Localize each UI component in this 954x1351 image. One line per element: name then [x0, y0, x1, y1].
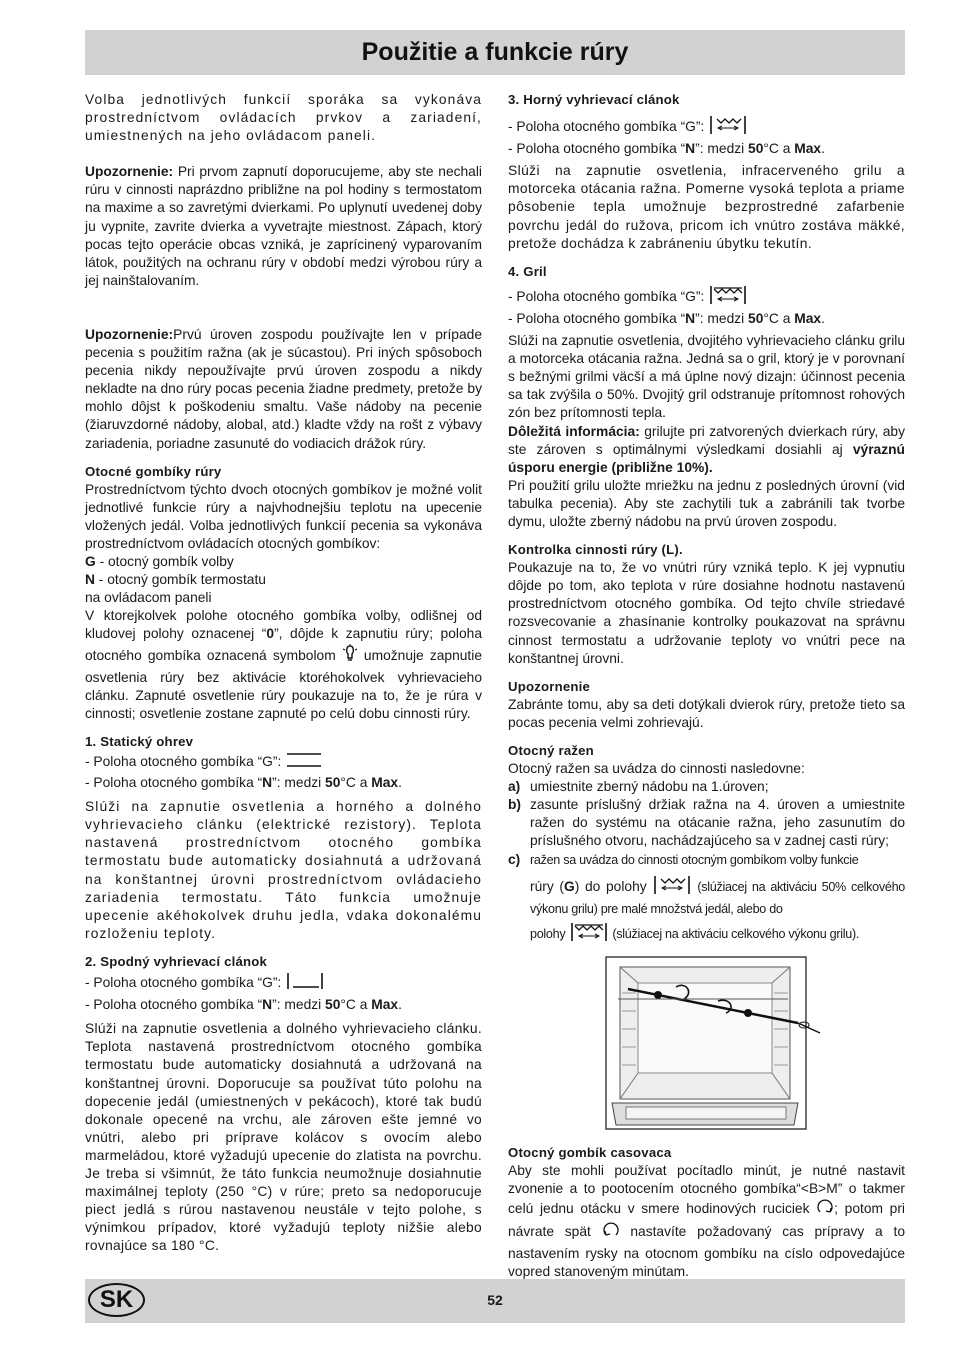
spit-heading: Otocný ražen: [508, 743, 594, 758]
top-heat-text: Slúži na zapnutie osvetlenia, infracerveného grilu a motorceka otácania ražna. Pomerne vysoká teplota a priame pôsobenie tepla umožnuje bezprostredné zafarbenie povrchu jedál do ružova, pricom ich vnútro zostáva mäkké, pretože dochádza k zabráneniu úbytku tekutín.: [508, 163, 905, 251]
child-warning-text: Zabránte tomu, aby sa deti dotýkali dvierok rúry, pretože tieto sa pocas pecenia velmi zohrievajú.: [508, 696, 905, 730]
n-position-text: ”: medzi: [272, 775, 326, 791]
country-badge: SK: [88, 1283, 145, 1317]
n-position-text: °C a: [340, 775, 372, 791]
n-position-text: ”: medzi: [272, 997, 326, 1013]
g-position-text: - Poloha otocného gombíka “G”:: [508, 289, 705, 305]
n-position-text: - Poloha otocného gombíka “: [508, 141, 686, 157]
list-key: a): [508, 779, 521, 795]
temp-max: Max: [371, 997, 399, 1013]
top-heat-spit-icon: [652, 875, 692, 900]
n-position-text: - Poloha otocného gombíka “: [85, 775, 263, 791]
list-item: [508, 796, 905, 850]
n-position-text: ”: medzi: [695, 141, 749, 157]
warning-label: Upozornenie:: [85, 326, 174, 342]
spit-c-text: polohy: [530, 927, 566, 942]
grill-n-line: - Poloha otocného gombíka “N”: medzi 50°C a Max.: [508, 310, 825, 326]
list-key: c): [508, 851, 521, 867]
bottom-heat-heading: 2. Spodný vyhrievací clánok: [85, 953, 268, 969]
static-heat-icon: [285, 751, 323, 774]
g-text: - otocný gombík volby: [95, 554, 234, 570]
spit-c-text: ) do polohy: [574, 878, 647, 894]
warning-text: Pri prvom zapnutí doporucujeme, aby ste nechali rúru v cinnosti naprázdno približne na pol hodiny s termostatom na maxime a so zavretými dvierkami. Po uplynutí uvedenej doby ju vypnite, zavrite dvierka a vyvetrajte miestnost. Zápach, ktorý pocas tejto operácie obcas vzniká, je zaprícinený vyparovaním látok, použitých na ochranu rúry v období medzi výrobou rúry a jej nainštalovaním.: [85, 164, 482, 288]
warning-paragraph-1: [85, 163, 482, 290]
important-bold: výraznú úsporu energie (približne 10%).: [508, 441, 905, 475]
warning-paragraph-2: [85, 326, 482, 453]
spit-c-text: rúry (: [530, 878, 565, 894]
temp-max: Max: [794, 310, 822, 326]
static-heat-heading: 1. Statický ohrev: [85, 733, 194, 749]
spit-c-line-3: [530, 922, 905, 947]
n-text: - otocný gombík termostatu: [94, 572, 266, 588]
g-letter: G: [564, 878, 575, 894]
double-grill-spit-icon: [708, 285, 748, 310]
bottom-heat-text: Slúži na zapnutie osvetlenia a dolného vyhrievacieho clánku. Teplota nastavená prostredníctvom otocného gombíka termostatu bude automaticky dosiahnutá a udržovaná na konštantnej úrovni. Doporucuje sa používat túto polohu na dopecenie jedál (umiestnených v pekácoch), ktoré tak budú dokonale opecené na vrchu, ale zároven ešte jemné vo vnútri, alebo pri príprave kolácov s ovocím alebo marmeládou, ktoré vyžadujú upecenie do zlatista na povrchu. Je treba si všimnút, že táto funkcia neumožnuje dosiahnutie maximálnej teploty (250 °C) v rúre; preto sa nedoporucuje piect jedlá s rúrou nastavenou neustále v tejto polohe, s výnimkou prípadov, ktoré vyžadujú teploty nižšie alebo rovnajúce sa 180 °C.: [85, 1021, 482, 1254]
counterclockwise-arrow-icon: [602, 1221, 620, 1244]
list-text: zasunte príslušný držiak ražna na 4. úroven a umiestnite ražen do systému na otácanie ražna, jeho zasunutím do príslušného otvoru, nachádzajúceho sa v zadnej casti rúry;: [530, 797, 905, 849]
panel-line: na ovládacom paneli: [85, 590, 212, 606]
bottom-heat-icon: [285, 971, 325, 996]
grill-text: Slúži na zapnutie osvetlenia, dvojitého vyhrievacieho clánku grilu a motorceka otácania ražna. Jedná sa o gril, ktorý je v porovnaní s bežnými grilmi väcší a má úplne nový dizajn: účinnost pecenia sa tak zvýšila o 50%. Dvojitý gril odstranuje prítomnost rohových zón bez prítomnosti tepla.: [508, 333, 905, 421]
timer-text-part: Aby ste mohli používat pocítadlo minút, je nutné nastavit zvonenie a to pootocením otocného gombíka“<B>M” o takmer celú jednu otácku v smere hodinových ruciciek: [508, 1163, 905, 1217]
page-header: [85, 30, 905, 75]
n-position-text: °C a: [763, 141, 795, 157]
list-item: [508, 778, 905, 796]
n-letter: N: [262, 775, 273, 791]
timer-text: [508, 1162, 905, 1281]
left-column: [85, 91, 482, 1255]
n-position-text: - Poloha otocného gombíka “: [508, 310, 686, 326]
spit-c-text: (slúžiacej na aktiváciu 50% celkového výkonu grilu) pre malé množstvá jedál, alebo do: [530, 879, 905, 916]
temp-min: 50: [325, 775, 341, 791]
grill-heading: 4. Gril: [508, 263, 547, 279]
list-key: b): [508, 797, 522, 813]
temp-max: Max: [794, 141, 822, 157]
important-text: grilujte pri zatvorených dvierkach rúry, aby ste zároven s optimálnymi výsledkami dosiahli aj: [508, 423, 905, 457]
warning-label: Upozornenie:: [85, 164, 174, 180]
n-letter: N: [85, 572, 95, 588]
grill-text-2: Pri použití grilu uložte mriežku na jednu z posledných úrovní (vid tabulka pecenia). Aby ste zachytili tuk a zabránili tak tvorbe dymu, uložte zberný nádobu na prvú úroven zospodu.: [508, 477, 905, 529]
temp-min: 50: [325, 997, 341, 1013]
knobs-paragraph: [85, 481, 482, 553]
clockwise-arrow-icon: [816, 1198, 834, 1221]
zero-position: 0: [266, 626, 275, 642]
temp-min: 50: [748, 310, 764, 326]
any-pos-text: ”, dôjde k zapnutiu rúry; poloha otocného gombíka oznacená symbolom: [85, 626, 482, 663]
page-footer: [85, 1279, 905, 1323]
static-heat-n-line: - Poloha otocného gombíka “N”: medzi 50°C a Max.: [85, 775, 402, 791]
spit-c-line-2: [530, 875, 905, 918]
top-heat-spit-icon: [708, 115, 748, 140]
temp-max: Max: [371, 775, 399, 791]
list-text: umiestnite zberný nádobu na 1.úroven;: [530, 779, 769, 795]
lamp-text: Poukazuje na to, že vo vnútri rúry vzniká teplo. K jej vypnutiu dôjde po tom, ako teplota v rúre dosiahne hodnotu nastavenú prostredníctvom otocného gombíka. Od tejto chvíle striedavé rozsvecovanie a zhasínanie kontrolky poukazovat na správnu cinnost termostatu a udržovanie teploty vo vnútri pece na konštantnej úrovni.: [508, 560, 905, 666]
any-pos-text: umožnuje zapnutie osvetlenia rúry bez aktivácie ktoréhokolvek vyhrievacieho clánku. Zapnuté osvetlenie rúry poukazuje na to, že je rúra v cinnosti; osvetlenie zostane zapnuté po celú dobu cinnosti rúry.: [85, 647, 482, 721]
list-item: [508, 851, 905, 869]
g-position-text: - Poloha otocného gombíka “G”:: [508, 119, 705, 135]
g-knob-line: [85, 553, 482, 571]
knobs-heading: Otocné gombíky rúry: [85, 463, 222, 479]
grill-important: [508, 423, 905, 477]
warning-text: Prvú úroven zospodu používajte len v prípade pecenia s použitím ražna (ak je súcastou). Pri iných spôsoboch pecenia nikdy nepoužívajte prvú úroven zospodu a nikdy nekladte na dno rúry pocas pecenia žiadne predmety, pretože by mohlo dôjst k poškodeniu smaltu. Vaše nádoby na pecenie (žiaruvzdorné nádoby, alobal, atd.) kladte vždy na rošt z výbavy zariadenia, poriadne zasunuté do vodiacich drážok rúry.: [85, 326, 482, 451]
child-warning-heading: Upozornenie: [508, 678, 591, 694]
page-title: Použitie a funkcie rúry: [361, 38, 629, 66]
bottom-heat-n-line: - Poloha otocného gombíka “N”: medzi 50°C a Max.: [85, 997, 402, 1013]
static-heat-text: Slúži na zapnutie osvetlenia a horného a dolného vyhrievacieho clánku (elektrické rezistory). Teplota nastavená prostredníctvom otocného gombíka termostatu bude automaticky dosiahnutá a udržovaná na konštantnej úrovni prostredníctvom ovládacieho zariadenia termostatu. Táto funkcia umožnuje upecenie akéhokolvek druhu jedla, vdaka dokonalému rozloženiu teploty.: [85, 799, 482, 941]
lamp-heading: Kontrolka cinnosti rúry (L).: [508, 542, 683, 558]
n-knob-line: [85, 571, 482, 589]
grill-g-line: [508, 285, 905, 310]
n-position-text: °C a: [763, 310, 795, 326]
timer-text-part: ; potom pri návrate spät: [508, 1201, 905, 1240]
top-heat-n-line: - Poloha otocného gombíka “N”: medzi 50°C a Max.: [508, 141, 825, 157]
oven-spit-illustration: [598, 953, 905, 1138]
spit-c-text: (slúžiacej na aktiváciu celkového výkonu grilu).: [609, 927, 860, 942]
n-letter: N: [262, 997, 273, 1013]
any-position-paragraph: [85, 607, 482, 723]
important-label: Dôležitá informácia:: [508, 423, 640, 439]
n-letter: N: [685, 141, 696, 157]
g-letter: G: [85, 554, 96, 570]
n-position-text: - Poloha otocného gombíka “: [85, 997, 263, 1013]
g-position-text: - Poloha otocného gombíka “G”:: [85, 754, 282, 770]
top-heat-g-line: [508, 115, 905, 140]
list-text: ražen sa uvádza do cinnosti otocným gombíkom volby funkcie: [530, 852, 859, 867]
top-heat-heading: 3. Horný vyhrievací clánok: [508, 92, 680, 107]
timer-text-part: nastavíte požadovaný cas prípravy a to nastavením rysky na otocnom gombíku na císlo odpovedajúce vopred stanoveným minútam.: [508, 1224, 905, 1279]
knobs-text: Prostredníctvom týchto dvoch otocných gombíkov je možné volit jednotlivé funkcie rúry a najvhodnejšiu teplotu na upecenie vložených jedál. Volba jednotlivých funkcií pecenia sa vykonáva prostredníctvom ovládacích otocných gombíkov:: [85, 481, 482, 551]
spit-intro: Otocný ražen sa uvádza do cinnosti nasledovne:: [508, 761, 805, 777]
lamp-icon: [342, 644, 358, 669]
temp-min: 50: [748, 141, 764, 157]
page-number: 52: [487, 1292, 503, 1308]
double-grill-spit-icon: [569, 922, 609, 947]
timer-heading: Otocný gombík casovaca: [508, 1145, 672, 1161]
intro-paragraph: [85, 91, 482, 145]
n-position-text: ”: medzi: [695, 310, 749, 326]
intro-text: Volba jednotlivých funkcií sporáka sa vykonáva prostredníctvom ovládacích prvkov a zariadení, umiestnených na jeho ovládacom paneli.: [85, 92, 482, 144]
n-position-text: °C a: [340, 997, 372, 1013]
any-pos-text: V ktorejkolvek polohe otocného gombíka volby, odlišnej od kludovej polohy oznacenej “: [85, 608, 482, 642]
g-position-text: - Poloha otocného gombíka “G”:: [85, 975, 282, 991]
static-heat-g-line: [85, 751, 482, 774]
n-letter: N: [685, 310, 696, 326]
bottom-heat-g-line: [85, 971, 482, 996]
right-column: [508, 91, 905, 1281]
